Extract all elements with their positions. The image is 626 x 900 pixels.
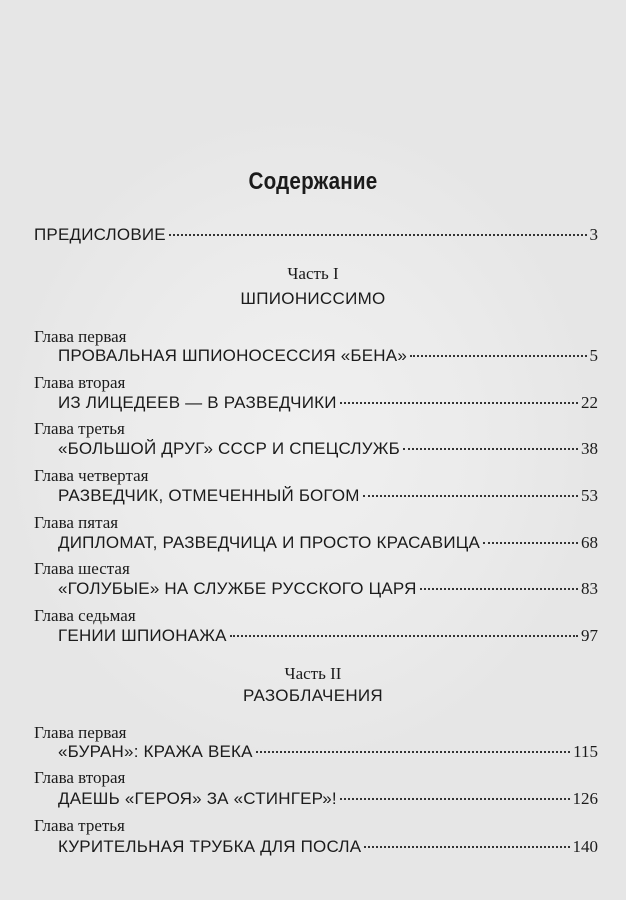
- toc-entry-preface: [34, 224, 598, 246]
- dot-leader: [403, 448, 578, 450]
- dot-leader: [256, 751, 570, 753]
- toc-entry-title: ИЗ ЛИЦЕДЕЕВ — В РАЗВЕДЧИКИ: [58, 393, 337, 412]
- toc-entry-title: ДАЕШЬ «ГЕРОЯ» ЗА «СТИНГЕР»!: [58, 789, 337, 808]
- toc-entry-title: «БОЛЬШОЙ ДРУГ» СССР И СПЕЦСЛУЖБ: [58, 439, 400, 458]
- part-title: ШПИОНИССИМО: [240, 289, 386, 308]
- toc-entry: [58, 485, 598, 507]
- chapter-label: Глава первая: [34, 327, 127, 346]
- toc-entry-title: ГЕНИИ ШПИОНАЖА: [58, 626, 227, 645]
- toc-page-number: 68: [581, 533, 598, 552]
- toc-page-number: 83: [581, 579, 598, 598]
- toc-entry: [58, 532, 598, 554]
- dot-leader: [169, 234, 587, 236]
- part-number: Часть II: [284, 664, 342, 683]
- toc-entry-title: «БУРАН»: КРАЖА ВЕКА: [58, 742, 253, 761]
- toc-page-number: 38: [581, 439, 598, 458]
- dot-leader: [230, 635, 578, 637]
- dot-leader: [340, 798, 570, 800]
- part-number: Часть I: [287, 264, 339, 283]
- part-title: РАЗОБЛАЧЕНИЯ: [242, 686, 383, 705]
- toc-page-number: 5: [589, 346, 598, 365]
- toc-page-number: 22: [581, 393, 598, 412]
- chapter-label: Глава вторая: [34, 373, 126, 392]
- toc-entry-title: ПРОВАЛЬНАЯ ШПИОНОСЕССИЯ «БЕНА»: [58, 346, 407, 365]
- toc-entry: [58, 578, 598, 600]
- chapter-label: Глава третья: [34, 816, 125, 835]
- dot-leader: [483, 542, 578, 544]
- dot-leader: [410, 355, 587, 357]
- chapter-label: Глава третья: [34, 419, 125, 438]
- toc-entry: [58, 438, 598, 460]
- toc-entry-title: «ГОЛУБЫЕ» НА СЛУЖБЕ РУССКОГО ЦАРЯ: [58, 579, 417, 598]
- toc-entry-title: КУРИТЕЛЬНАЯ ТРУБКА ДЛЯ ПОСЛА: [58, 837, 362, 856]
- chapter-label: Глава шестая: [34, 559, 130, 578]
- dot-leader: [420, 588, 578, 590]
- toc-page-number: 126: [572, 789, 598, 808]
- toc-entry: [58, 392, 598, 414]
- toc-entry: [58, 788, 598, 810]
- chapter-label: Глава пятая: [34, 513, 119, 532]
- toc-entry-title: РАЗВЕДЧИК, ОТМЕЧЕННЫЙ БОГОМ: [58, 486, 360, 505]
- chapter-label: Глава четвертая: [34, 466, 149, 485]
- dot-leader: [364, 846, 569, 848]
- toc-entry: [58, 836, 598, 858]
- toc-page-number: 3: [589, 225, 598, 244]
- toc-entry-title: ПРЕДИСЛОВИЕ: [34, 225, 166, 244]
- toc-entry: [58, 345, 598, 367]
- dot-leader: [363, 495, 578, 497]
- toc-page-number: 53: [581, 486, 598, 505]
- chapter-label: Глава вторая: [34, 768, 126, 787]
- page-title: Содержание: [248, 168, 378, 195]
- toc-page-number: 140: [572, 837, 598, 856]
- toc-page-number: 115: [573, 742, 598, 761]
- dot-leader: [340, 402, 578, 404]
- toc-entry: [58, 625, 598, 647]
- toc-entry-title: ДИПЛОМАТ, РАЗВЕДЧИЦА И ПРОСТО КРАСАВИЦА: [58, 533, 481, 552]
- toc-entry: [58, 741, 598, 763]
- chapter-label: Глава первая: [34, 723, 127, 742]
- toc-page-number: 97: [581, 626, 598, 645]
- chapter-label: Глава седьмая: [34, 606, 136, 625]
